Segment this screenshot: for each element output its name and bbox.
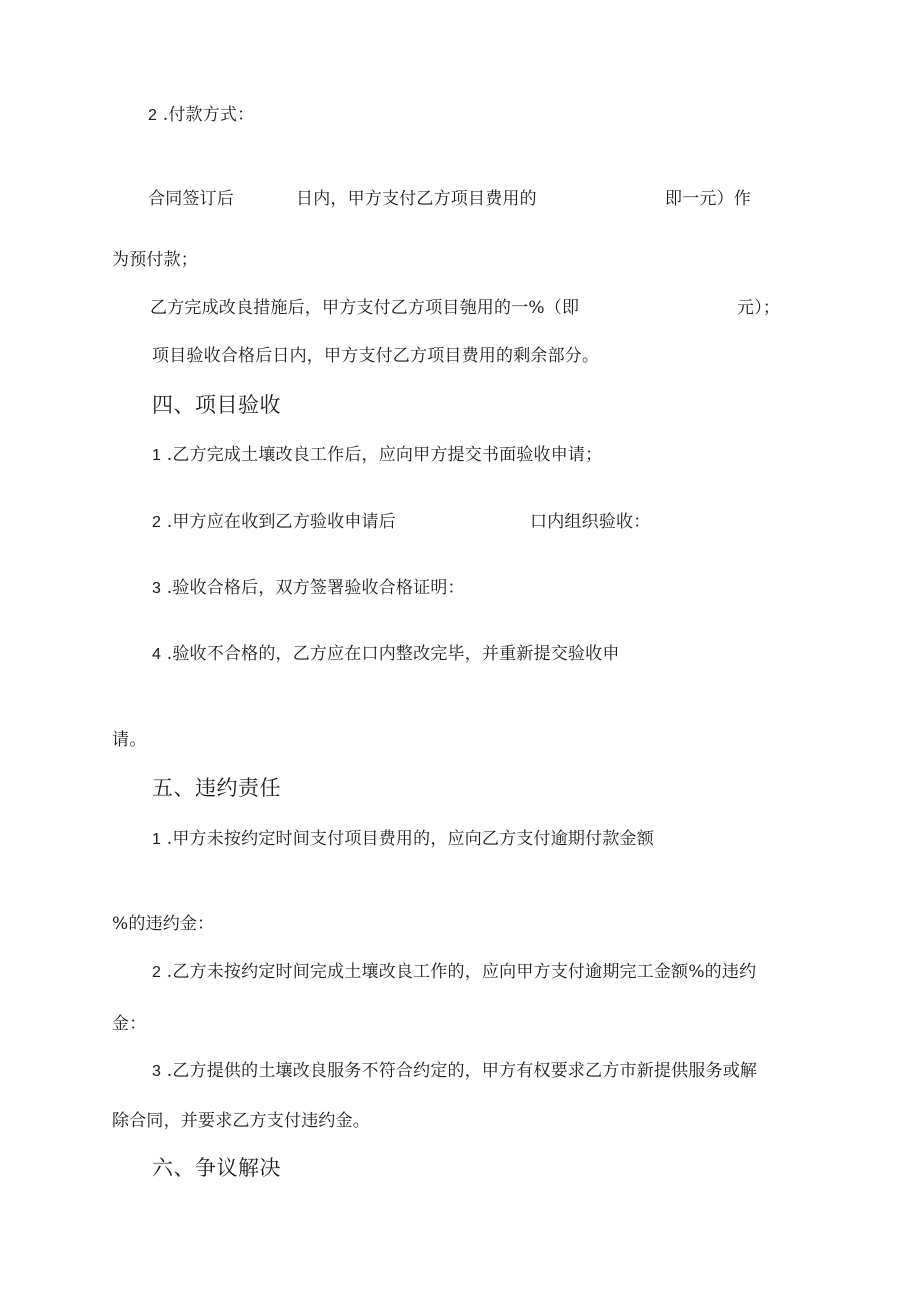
item-text: .乙方完成土壤改良工作后，应向甲方提交书面验收申请； [161, 445, 603, 465]
liability-item-3-cont: 除合同，并要求乙方支付违约金。 [112, 1111, 370, 1131]
item-text: .付款方式： [157, 105, 255, 125]
mid-payment-text: 乙方完成改良措施后，甲方支付乙方项目匏用的一%（即 [150, 298, 580, 318]
liability-item-2-cont: 金： [112, 1014, 147, 1034]
item-text: .验收合格后，双方签署验收合格证明： [161, 578, 465, 598]
liability-item-3 [152, 1060, 757, 1083]
item-number: 2 [152, 964, 162, 981]
item-text: .乙方提供的土壤改良服务不符合约定的，甲方有权要求乙方市新提供服务或解 [161, 1061, 758, 1081]
prepay-text-b: 日内，甲方支付乙方项目费用的 [296, 189, 537, 209]
item-number: 1 [152, 447, 162, 464]
item-number: 3 [152, 580, 162, 597]
item-text: .乙方未按约定时间完成土壤改良工作的，应向甲方支付逾期完工金额%的违约 [161, 962, 757, 982]
item-number: 2 [148, 107, 158, 124]
acceptance-item-3 [152, 577, 465, 600]
section-heading-dispute: 六、争议解决 [152, 1156, 281, 1180]
item-text: .验收不合格的，乙方应在口内整改完毕，并重新提交验收申 [161, 644, 620, 664]
liability-item-1-cont: %的违约金： [112, 914, 215, 934]
item-text: .甲方未按约定时间支付项目费用的，应向乙方支付逾期付款金额 [161, 829, 654, 849]
section-heading-acceptance: 四、项目验收 [152, 393, 281, 417]
prepay-text-c: 即一元）作 [665, 189, 751, 209]
acceptance-item-4 [152, 643, 620, 666]
item-number: 4 [152, 646, 162, 663]
item-text: .甲方应在收到乙方验收申请后 [161, 512, 396, 532]
section-heading-liability: 五、违约责任 [152, 776, 281, 800]
item-number: 3 [152, 1063, 162, 1080]
acceptance-item-2 [152, 511, 396, 534]
liability-item-2 [152, 961, 756, 984]
acceptance-item-1 [152, 444, 602, 467]
item-number: 1 [152, 831, 162, 848]
item-number: 2 [152, 514, 162, 531]
acceptance-item-2-tail: 口内组织验收： [530, 512, 651, 532]
liability-item-1 [152, 828, 654, 851]
prepay-text-a: 合同签订后 [148, 189, 234, 209]
acceptance-item-4-cont: 请。 [112, 730, 147, 750]
prepay-text-d: 为预付款； [112, 250, 198, 270]
final-payment-text: 项目验收合格后日内，甲方支付乙方项目费用的剩余部分。 [152, 346, 600, 366]
mid-payment-tail: 元）； [737, 298, 781, 318]
payment-method-item [148, 104, 254, 127]
